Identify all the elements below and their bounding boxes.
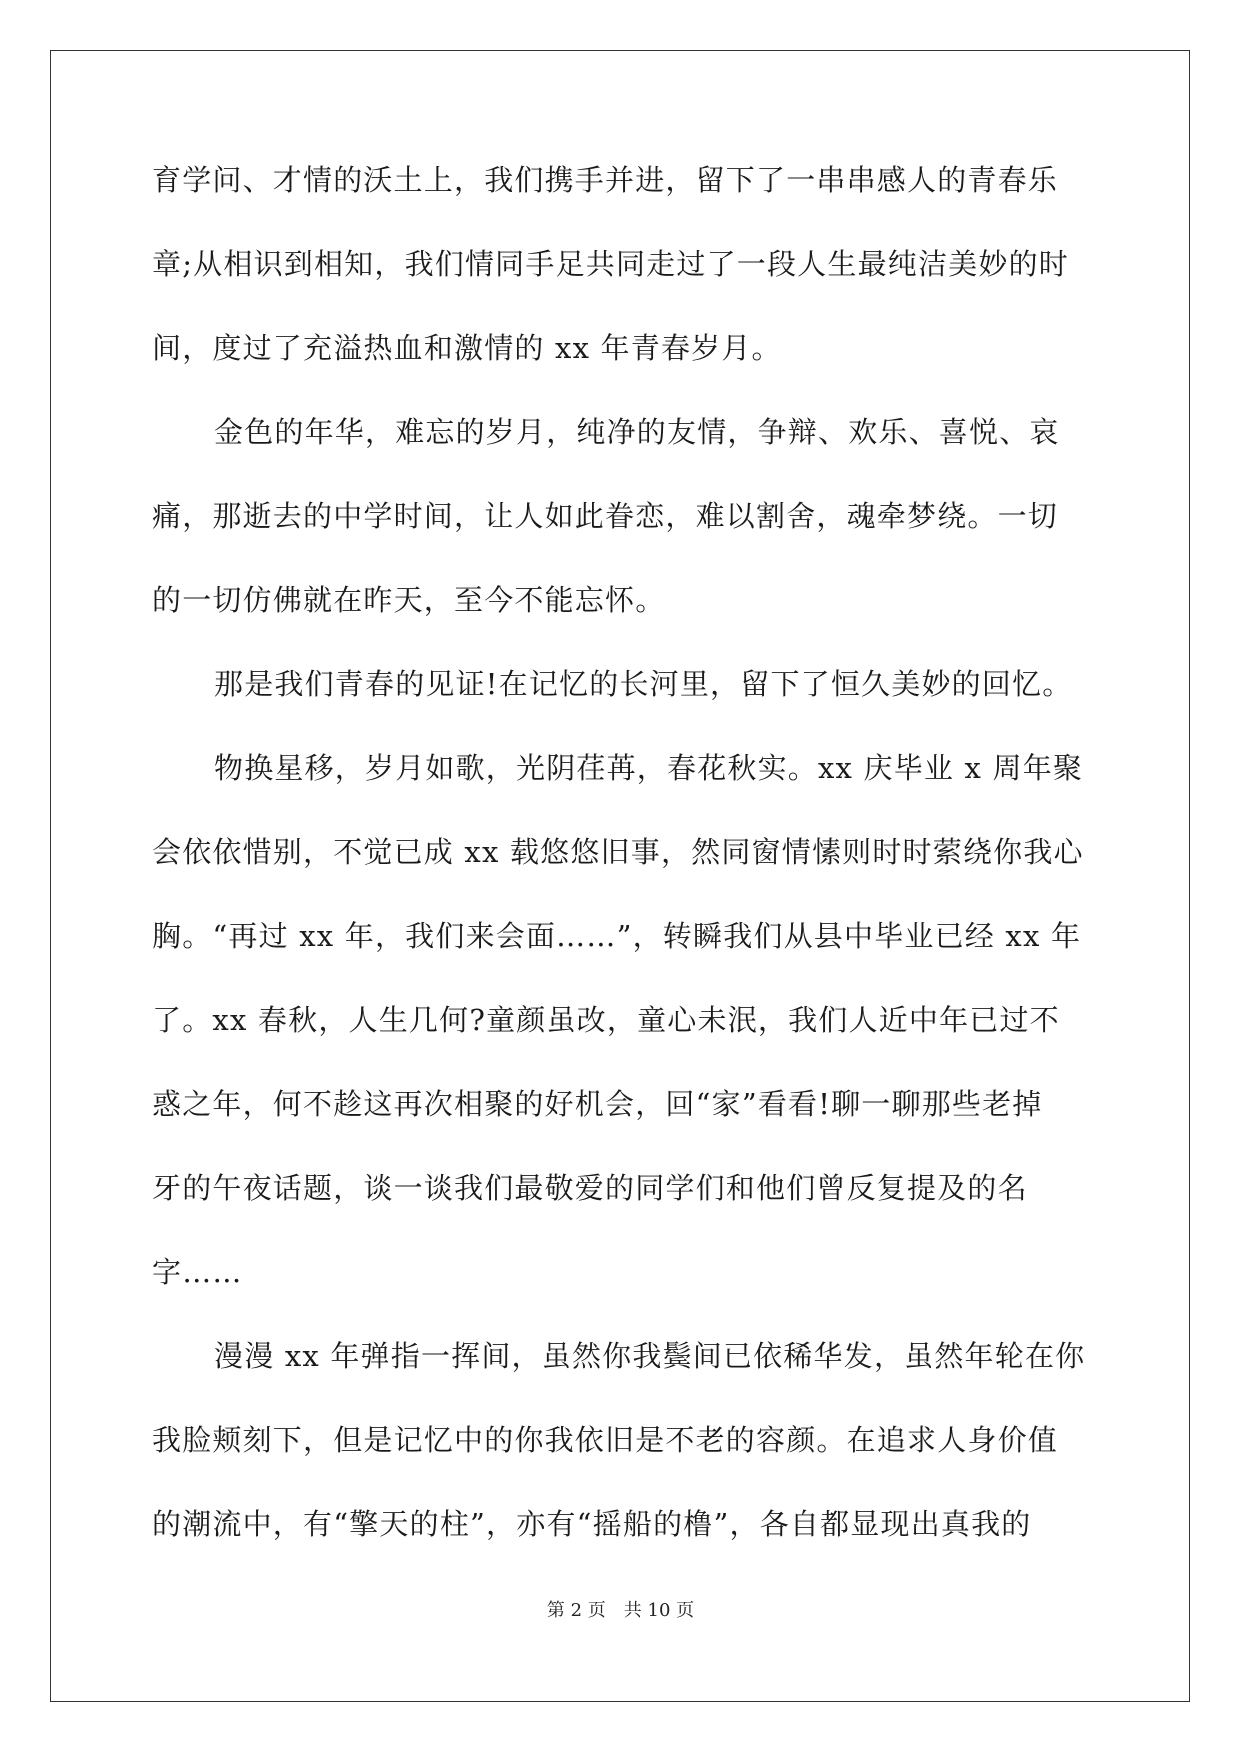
text-line: 章;从相识到相知，我们情同手足共同走过了一段人生最纯洁美妙的时	[152, 247, 1069, 281]
text-line: 胸。“再过 xx 年，我们来会面……”，转瞬我们从县中毕业已经 xx 年	[152, 919, 1082, 953]
text-line: 牙的午夜话题，谈一谈我们最敬爱的同学们和他们曾反复提及的名	[152, 1171, 1028, 1205]
page-total: 共 10 页	[623, 1600, 695, 1621]
text-line: 字……	[152, 1255, 243, 1289]
text-line: 了。xx 春秋，人生几何?童颜虽改，童心未泯，我们人近中年已过不	[152, 1003, 1060, 1037]
text-line: 会依依惜别，不觉已成 xx 载悠悠旧事，然同窗情愫则时时萦绕你我心	[152, 835, 1084, 869]
page-footer	[0, 1599, 1241, 1623]
page-number: 第 2 页	[546, 1600, 606, 1621]
text-line: 物换星移，岁月如歌，光阴荏苒，春花秋实。xx 庆毕业 x 周年聚	[214, 751, 1084, 785]
text-line: 痛，那逝去的中学时间，让人如此眷恋，难以割舍，魂牵梦绕。一切	[152, 499, 1059, 533]
text-line: 的潮流中，有“擎天的柱”，亦有“摇船的橹”，各自都显现出真我的	[152, 1507, 1032, 1541]
text-line: 漫漫 xx 年弹指一挥间，虽然你我鬓间已依稀华发，虽然年轮在你	[214, 1339, 1086, 1373]
text-line: 我脸颊刻下，但是记忆中的你我依旧是不老的容颜。在追求人身价值	[152, 1423, 1059, 1457]
text-line: 那是我们青春的见证!在记忆的长河里，留下了恒久美妙的回忆。	[214, 667, 1073, 701]
text-line: 惑之年，何不趁这再次相聚的好机会，回“家”看看!聊一聊那些老掉	[152, 1087, 1043, 1121]
text-line: 金色的年华，难忘的岁月，纯净的友情，争辩、欢乐、喜悦、哀	[214, 415, 1060, 449]
text-line: 育学问、才情的沃土上，我们携手并进，留下了一串串感人的青春乐	[152, 163, 1059, 197]
text-line: 的一切仿佛就在昨天，至今不能忘怀。	[152, 583, 666, 617]
text-line: 间，度过了充溢热血和激情的 xx 年青春岁月。	[152, 331, 782, 365]
document-body	[152, 160, 1092, 1588]
